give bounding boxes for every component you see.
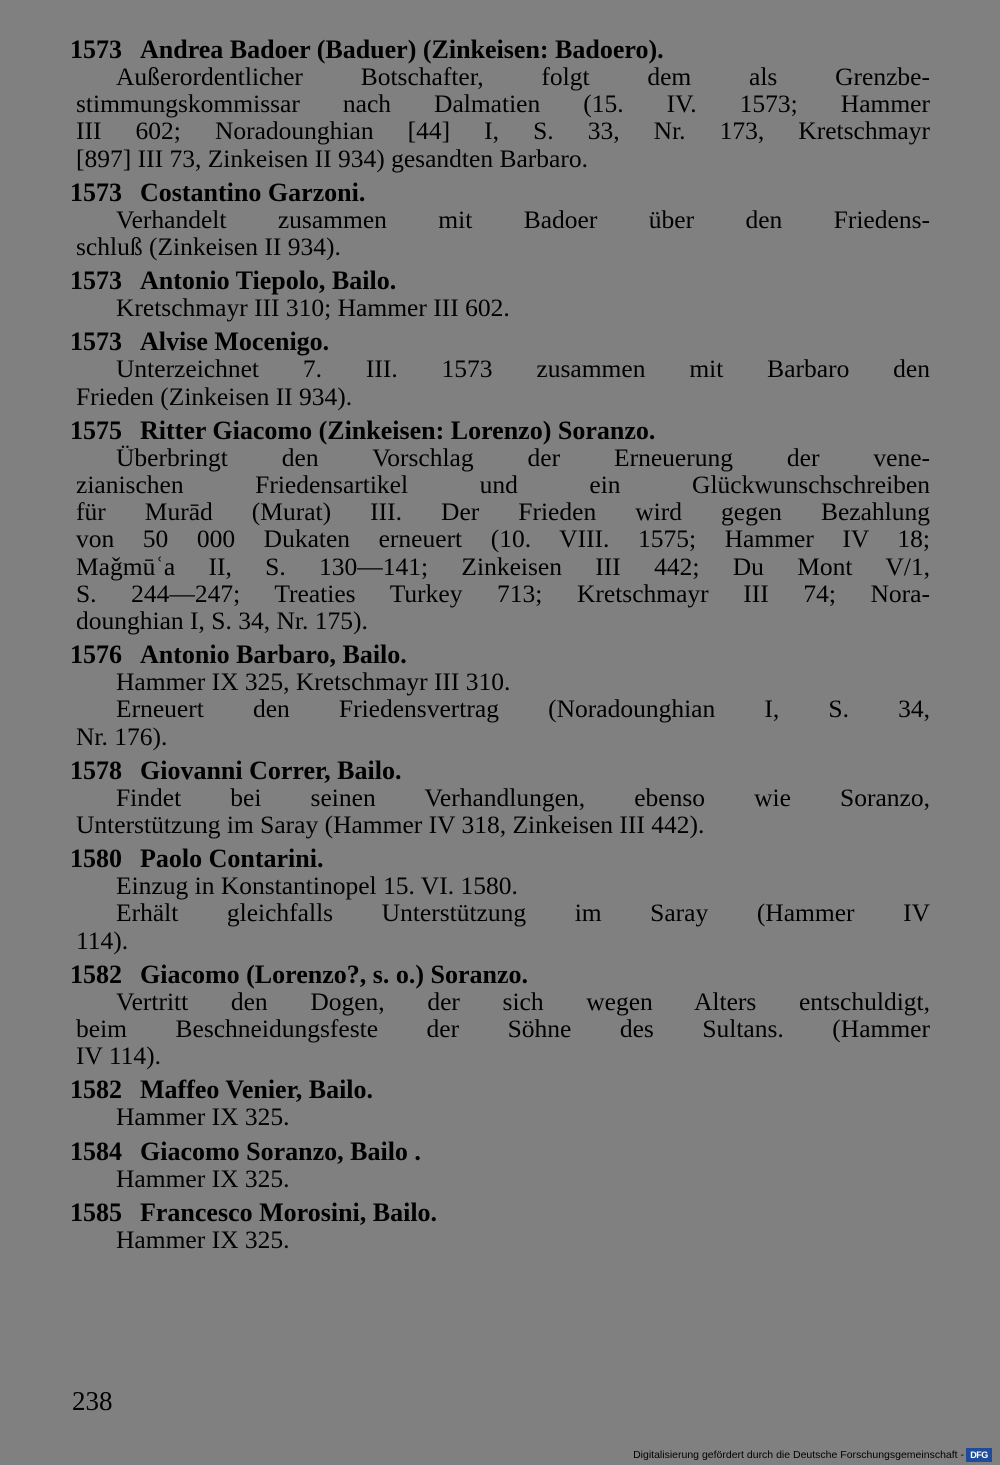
entry-year: 1573 [70,177,122,207]
entry-text-line: Frieden (Zinkeisen II 934). [76,381,353,411]
envoy-entry [70,179,930,260]
entry-name: Francesco Morosini, Bailo. [140,1197,438,1227]
entry-heading [70,179,930,206]
envoy-entry [70,417,930,634]
entry-text-line: Verhandelt zusammen mit Badoer über den Friedens- [116,204,930,234]
entry-text-line: dounghian I, S. 34, Nr. 175). [76,606,368,636]
entry-year: 1578 [70,755,122,785]
entry-text-line: III 602; Noradounghian [44] I, S. 33, Nr. 173, Kretschmayr [76,116,930,146]
entry-year: 1573 [70,35,122,64]
entry-text-line: Hammer IX 325. [116,1102,290,1132]
entry-text-line: beim Beschneidungsfeste der Söhne des Sultans. (Hammer [76,1014,930,1044]
entry-text-line: Nr. 176). [76,721,168,751]
entry-text-line: schluß (Zinkeisen II 934). [76,232,341,262]
entry-heading [70,641,930,668]
entry-name: Maffeo Venier, Bailo. [140,1075,374,1105]
envoy-entry [70,36,930,172]
entry-text-line: Hammer IX 325. [116,1163,290,1193]
entry-year: 1580 [70,844,122,874]
entry-heading [70,1199,930,1226]
entry-text-line: Einzug in Konstantinopel 15. VI. 1580. [116,871,518,901]
entry-text-line: Außerordentlicher Botschafter, folgt dem als Grenzbe- [116,62,930,91]
entry-name: Giacomo (Lorenzo?, s. o.) Soranzo. [140,959,529,989]
entry-name: Giovanni Correr, Bailo. [140,755,402,785]
envoy-entry [70,328,930,409]
entry-text-line: Kretschmayr III 310; Hammer III 602. [116,293,510,323]
entry-name: Ritter Giacomo (Zinkeisen: Lorenzo) Soranzo. [140,415,656,445]
entry-text-line: Maǧmūʿa II, S. 130—141; Zinkeisen III 442; Du Mont V/1, [76,551,930,581]
entry-list [70,36,930,1260]
entry-heading [70,36,930,63]
envoy-entry [70,1076,930,1130]
entry-year: 1585 [70,1197,122,1227]
envoy-entry [70,845,930,954]
envoy-entry [70,961,930,1070]
entry-year: 1573 [70,327,122,357]
entry-text-line: von 50 000 Dukaten erneuert (10. VIII. 1575; Hammer IV 18; [76,524,930,554]
entry-text-line: zianischen Friedensartikel und ein Glückwunschschreiben [76,470,930,500]
entry-text-line: Erhält gleichfalls Unterstützung im Saray (Hammer IV [116,898,930,928]
envoy-entry [70,1138,930,1192]
entry-heading [70,757,930,784]
entry-heading [70,961,930,988]
entry-heading [70,267,930,294]
entry-year: 1576 [70,640,122,670]
entry-heading [70,328,930,355]
entry-text-line: Unterstützung im Saray (Hammer IV 318, Zinkeisen III 442). [76,810,705,840]
entry-year: 1582 [70,959,122,989]
entry-text-line: Findet bei seinen Verhandlungen, ebenso wie Soranzo, [116,782,930,812]
entry-text-line: Hammer IX 325. [116,1224,290,1254]
entry-text-line: stimmungskommissar nach Dalmatien (15. IV. 1573; Hammer [76,89,930,119]
digitization-credit: Digitalisierung gefördert durch die Deutsche Forschungsgemeinschaft - [633,1449,964,1461]
envoy-entry [70,757,930,838]
entry-text-line: Hammer IX 325, Kretschmayr III 310. [116,667,511,697]
entry-year: 1575 [70,415,122,445]
entry-heading [70,845,930,872]
entry-year: 1584 [70,1136,122,1166]
envoy-entry [70,267,930,321]
entry-year: 1582 [70,1075,122,1105]
entry-text-line: Überbringt den Vorschlag der Erneuerung der vene- [116,442,930,472]
envoy-entry [70,641,930,750]
entry-heading [70,1138,930,1165]
dfg-logo: DFG [966,1448,992,1462]
entry-name: Giacomo Soranzo, Bailo . [140,1136,421,1166]
page-number: 238 [72,1386,113,1416]
entry-text-line: für Murād (Murat) III. Der Frieden wird gegen Bezahlung [76,497,930,527]
entry-name: Antonio Barbaro, Bailo. [140,640,407,670]
envoy-entry [70,1199,930,1253]
entry-text-line: 114). [76,925,129,955]
entry-text-line: S. 244—247; Treaties Turkey 713; Kretschmayr III 74; Nora- [76,578,930,608]
entry-text-line: [897] III 73, Zinkeisen II 934) gesandten Barbaro. [76,143,588,173]
entry-heading [70,417,930,444]
entry-name: Antonio Tiepolo, Bailo. [140,266,397,296]
entry-name: Alvise Mocenigo. [140,327,330,357]
entry-year: 1573 [70,266,122,296]
entry-text-line: Erneuert den Friedensvertrag (Noradounghian I, S. 34, [116,694,930,724]
entry-name: Costantino Garzoni. [140,177,366,207]
entry-text-line: Unterzeichnet 7. III. 1573 zusammen mit Barbaro den [116,354,930,384]
entry-name: Andrea Badoer (Baduer) (Zinkeisen: Badoero). [140,35,664,64]
entry-heading [70,1076,930,1103]
entry-name: Paolo Contarini. [140,844,324,874]
entry-text-line: Vertritt den Dogen, der sich wegen Alters entschuldigt, [116,986,930,1016]
entry-text-line: IV 114). [76,1041,161,1071]
